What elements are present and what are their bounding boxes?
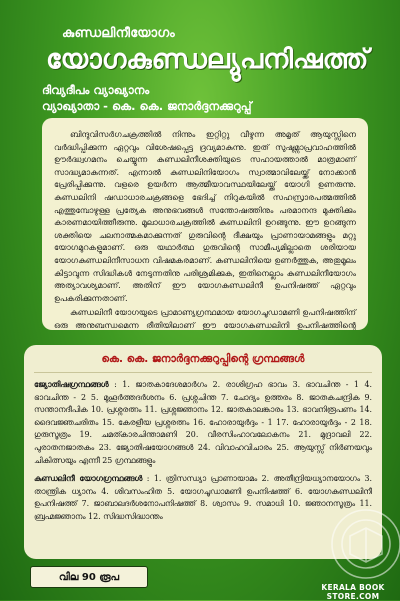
cover-header (0, 0, 400, 118)
store-stamp-text: KERALA BOOK STORE.COM (321, 583, 385, 601)
yoga-label: കുണ്ഡലിനീ യോഗഗ്രന്ഥങ്ങൾ (34, 474, 143, 484)
works-divider (34, 372, 372, 373)
blurb-paragraph-1: ബിന്ദുവിസർഗചക്രത്തിൽ നിന്നും ഇറ്റിറ്റു വീഴുന്ന അമൃത് ആയുസ്സിനെ വർദ്ധിപ്പിക്കുന്ന ഏറ്റവും വിശേഷപ്പെട്ട ദ്രവ്യമാകുന്നു. ഇത് സുഷുമ്നാപ്രവാഹത്തിൽ ഊർദ്ധ്വഗമനം ചെയ്യുന്ന കുണ്ഡലിനീശക്തിയുടെ സഹായത്താൽ മാത്രമാണ് സാദ്ധ്യമാകുന്നത്. എന്നാൽ കുണ്ഡലിനിയോഗം സ്വാത്മാവിലേയ്ക്ക് നോക്കാൻ പ്രേരിപ്പിക്കുന്നു. വളരെ ഉയർന്ന ആത്മീയാവസ്ഥയിലേയ്ക്ക് യോഗി ഉണരുന്നു. കുണ്ഡലിനി ഷഡാധാരചക്രങ്ങളെ ഭേദിച്ച് നിറുകയിൽ സഹസ്രാരപത്മത്തിൽ എത്തുമ്പോഴുള്ള പ്രത്യേക അനുഭവങ്ങൾ സന്തോഷത്തിനും പരമാനന്ദ മുക്തിക്കും കാരണമായിത്തീരുന്നു. മൂലാധാരചക്രത്തിൽ കുണ്ഡലിനി ഉറങ്ങുന്നു. ഈ ഉറങ്ങുന്ന ശക്തിയെ ചലനാത്മകമാക്കുന്നത് ഗുരുവിന്റെ ദീക്ഷയും പ്രാണായാമങ്ങളും മറ്റു യോഗമുറകളുമാണ്. ഒരു യഥാർത്ഥ ഗുരുവിന്റെ സാമീപ്യമില്ലാതെ ശരിയായ യോഗകുണ്ഡലിനീസാധന വിഷമകരമാണ്. കുണ്ഡലിനിയെ ഉണർത്തുക, അതുമൂലം കിട്ടാവുന്ന സിദ്ധികൾ നേടുന്നതിനു പരിശ്രമിക്കുക, ഇതിനെല്ലാം കുണ്ഡലിനീയോഗം അത്യാവശ്യമാണ്. അതിന് ഈ യോഗകുണ്ഡലിനീ ഉപനിഷത്ത് ഏറ്റവും ഉപകരിക്കുന്നതാണ്. (54, 129, 356, 303)
store-stamp-icon (318, 494, 400, 586)
yoga-list: : 1. ത്രിസന്ധ്യാ പ്രാണായാമം 2. അതീന്ദ്രിയധ്യാനയോഗം 3. താന്ത്രിക ധ്യാനം 4. ശിവസംഹിത 5. യോഗചൂഡാമണി ഉപനിഷത്ത് 6. യോഗകുണ്ഡലിനീ ഉപനിഷത്ത് 7. ജാബാലദർശനോപനിഷത്ത് 8. ശ്വാസം 9. സമാധി 10. ജ്ഞാനസൂത്രം 11. ബ്രഹ്മജ്ഞാനം 12. സിദ്ധസിദ്ധാന്തം (34, 474, 372, 521)
book-subtitle: കുണ്ഡലിനീയോഗം (62, 26, 175, 41)
price-label: വില 90 രൂപ (30, 566, 148, 588)
jyotisham-list: : 1. ജാതകാദേശമാർഗം 2. രാശിഗ്രഹ ഭാവം 3. ഭാവചിന്ത - 1 4. ഭാവചിന്ത - 2 5. മുഹൂർത്തദർശനം 6. പ്രശ്നചിന്ത 7. ചോദ്യം ഉത്തരം 8. ജാതകചന്ദ്രിക 9. സന്താനദീപിക 10. പ്രശ്നരത്നം 11. പ്രശ്നജ്ഞാനം 12. ജാതകാലങ്കാരം 13. ഭാവനിരൂപണം 14. ദൈവജ്ഞചരിതം 15. കേരളീയ പ്രശ്നരത്നം 16. ഹോരായുർദ്ദം - 1 17. ഹോരായുർദ്ദം - 2 18. ഗുരുസൂത്രം 19. ചമത്കാരചിന്താമണി 20. വീരസിംഹാവലോകനം 21. മുദ്രാവലി 22. പുരാതനജാതകം 23. ജ്യോതിഷയോഗങ്ങൾ 24. വിവാഹവിചാരം 25. ആയുസ്സ് നിർണയവും ചികിത്സയും എന്നീ 25 ഗ്രന്ഥങ്ങളും (34, 380, 372, 465)
blurb-box (42, 118, 368, 330)
book-title: യോഗകുണ്ഡല്യുപനിഷത്ത് (46, 44, 369, 75)
jyotisham-label: ജ്യോതിഷഗ്രന്ഥങ്ങൾ (34, 380, 109, 389)
commentary-name: ദിവ്യദീപം വ്യാഖ്യാനം (42, 83, 150, 97)
jyotisham-works (34, 379, 372, 467)
blurb-paragraph-2: കുണ്ഡലിനീ യോഗയുടെ പ്രാമാണ്യഗ്രന്ഥമായ യോഗചൂഡാമണി ഉപനിഷത്തിന് ഒരു അനുബന്ധമെന്ന രീതിയിലാണ് ഈ യോഗകുണ്ഡലിനി ഉപനിഷത്തിന്റെ (54, 307, 356, 330)
works-heading: കെ. കെ. ജനാർദ്ദനക്കുറുപ്പിന്റെ ഗ്രന്ഥങ്ങൾ (101, 353, 305, 365)
commentator-name: വ്യാഖ്യാതാ - കെ. കെ. ജനാർദ്ദനക്കുറുപ്പ് (42, 99, 252, 113)
